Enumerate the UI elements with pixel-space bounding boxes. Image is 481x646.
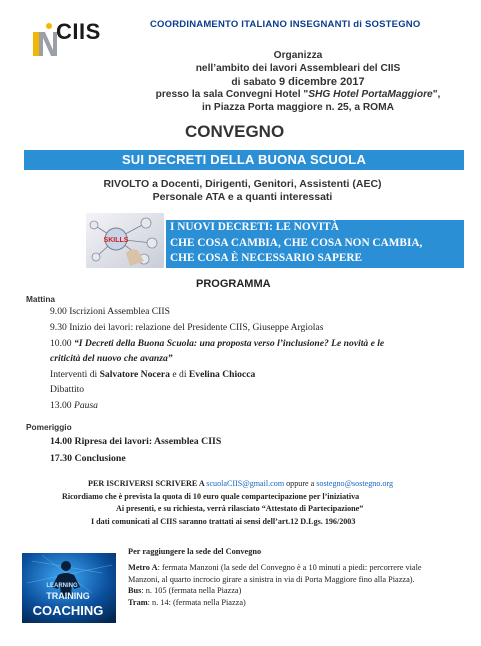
audience-line-2: Personale ATA e a quanti interessati [152, 191, 333, 203]
organization-name: COORDINAMENTO ITALIANO INSEGNANTI di SOSTEGNO [150, 19, 421, 30]
venue-prefix: presso la sala Convegni Hotel " [155, 89, 309, 100]
header-date-line [128, 76, 468, 88]
bus-label: Bus [128, 586, 142, 595]
svg-text:LEARNING: LEARNING [46, 583, 78, 589]
iscrizione-line [88, 479, 393, 488]
venue-name: SHG Hotel PortaMaggiore [308, 89, 433, 100]
date-prefix: di sabato [231, 77, 279, 88]
audience-line-1: RIVOLTO a Docenti, Dirigenti, Genitori, Assistenti (AEC) [103, 178, 382, 190]
bus-text: : n. 105 (fermata nella Piazza) [141, 586, 242, 595]
email-link-1[interactable]: scuolaCIIS@gmail.com [206, 479, 285, 488]
header-venue-line [128, 89, 468, 100]
pomeriggio-label: Pomeriggio [26, 422, 72, 432]
item-time: 10.00 [50, 338, 74, 349]
tram-text: : n. 14: (fermata nella Piazza) [147, 598, 246, 607]
speakers-prefix: Interventi di [50, 369, 100, 380]
programma-heading: PROGRAMMA [196, 278, 271, 290]
metro-text: : fermata Manzoni (la sede del Convegno è a 10 minuti a piedi: percorrere viale [157, 563, 422, 572]
coaching-graphic [22, 553, 116, 623]
svg-text:COACHING: COACHING [32, 603, 104, 618]
pausa-label: Pausa [73, 400, 98, 411]
header-address: in Piazza Porta maggiore n. 25, a ROMA [202, 102, 394, 113]
oppure-text: oppure a [284, 479, 317, 488]
mattina-item: Dibattito [50, 384, 85, 395]
speakers-mid: e di [169, 369, 189, 380]
convegno-heading: CONVEGNO [185, 122, 285, 141]
mattina-item: 9.00 Iscrizioni Assemblea CIIS [50, 306, 170, 317]
novita-line-3: CHE COSA È NECESSARIO SAPERE [170, 252, 363, 264]
header-organizza: Organizza [273, 50, 323, 61]
privacy-line [91, 517, 355, 526]
venue-suffix: ", [432, 89, 441, 100]
metro-label: Metro A [128, 563, 158, 572]
tram-label: Tram [128, 598, 148, 607]
quota-line [62, 492, 359, 501]
skills-network-image [86, 213, 164, 268]
mattina-item: 9.30 Inizio dei lavori: relazione del Presidente CIIS, Giuseppe Argiolas [50, 322, 324, 333]
event-date: 9 dicembre 2017 [278, 76, 365, 88]
header-ambito: nell’ambito dei lavori Assembleari del CIIS [195, 63, 401, 74]
directions-metro-cont: Manzoni, al quarto incrocio girare a sinistra in via di Porta Maggiore fino alla Piazza). [128, 575, 415, 584]
speaker-name: Salvatore Nocera [99, 369, 170, 380]
title-banner-text: SUI DECRETI DELLA BUONA SCUOLA [121, 152, 367, 167]
speaker-name: Evelina Chiocca [188, 369, 256, 380]
iscrizione-prefix: PER ISCRIVERSI SCRIVERE A [88, 479, 207, 488]
svg-text:TRAINING: TRAINING [46, 591, 90, 601]
novita-line-1: I NUOVI DECRETI: LE NOVITÀ [170, 221, 339, 233]
talk-title: “I Decreti della Buona Scuola: una proposta verso l’inclusione? Le novità e le [73, 338, 385, 349]
title-banner [24, 150, 464, 170]
pomeriggio-item: 17.30 Conclusione [50, 453, 126, 464]
directions-tram [128, 598, 246, 607]
coaching-image [22, 553, 116, 623]
mattina-item [50, 369, 255, 380]
directions-bus [128, 586, 241, 595]
mattina-label: Mattina [26, 294, 56, 304]
quota-text: Ricordiamo che è prevista la quota di 10 euro quale compartecipazione per l’iniziativa [62, 492, 360, 501]
directions-title: Per raggiungere la sede del Convegno [128, 547, 262, 556]
logo-text: CIIS [56, 19, 101, 44]
attestato-text: Ai presenti, e su richiesta, verrà rilasciato “Attestato di Partecipazione” [116, 504, 364, 513]
svg-text:SKILLS: SKILLS [103, 237, 129, 244]
mattina-item [50, 338, 384, 349]
novita-line-2: CHE COSA CAMBIA, CHE COSA NON CAMBIA, [170, 237, 423, 249]
email-link-2[interactable]: sostegno@sostegno.org [316, 479, 394, 488]
talk-title-continued: criticità del nuovo che avanza” [50, 353, 173, 364]
directions-metro [128, 563, 422, 572]
mattina-item [50, 400, 98, 411]
privacy-text: I dati comunicati al CIIS saranno trattati ai sensi dell’art.12 D.Lgs. 196/2003 [91, 517, 356, 526]
item-time: 13.00 [50, 400, 74, 411]
mattina-item [50, 353, 173, 364]
attestato-line [116, 504, 363, 513]
novita-box [166, 220, 464, 268]
pomeriggio-item: 14.00 Ripresa dei lavori: Assemblea CIIS [50, 436, 222, 447]
skills-network-graphic [86, 213, 164, 268]
